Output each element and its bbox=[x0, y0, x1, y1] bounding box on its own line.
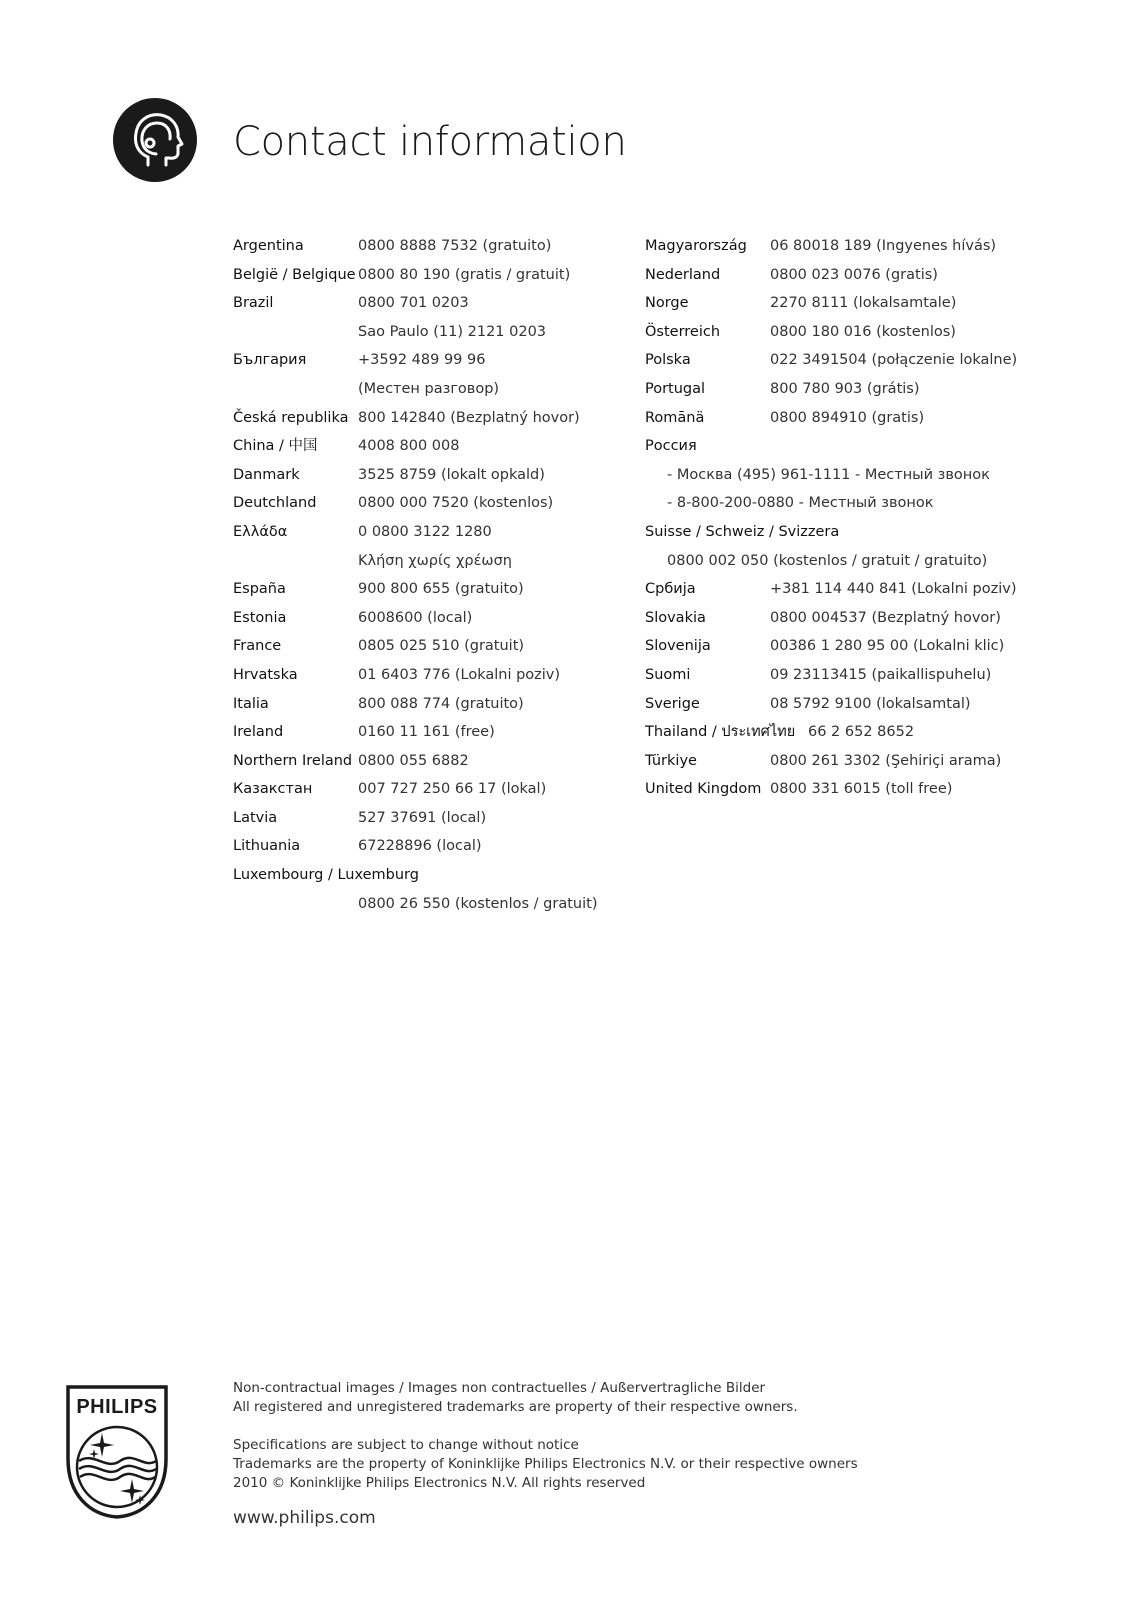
contact-row bbox=[645, 375, 1025, 404]
legal-line: Trademarks are the property of Koninklijke Philips Electronics N.V. or their respective owners bbox=[233, 1456, 858, 1472]
country-name: Ελλάδα bbox=[233, 523, 288, 540]
philips-logo-text: PHILIPS bbox=[76, 1396, 158, 1418]
contact-row bbox=[233, 346, 613, 375]
country-name: Sverige bbox=[645, 695, 700, 712]
contact-row bbox=[233, 604, 613, 633]
philips-shield-logo bbox=[64, 1383, 170, 1521]
country-name: France bbox=[233, 638, 282, 655]
contact-row bbox=[645, 747, 1025, 776]
country-name: Česká republika bbox=[233, 409, 349, 426]
phone-number: 0800 180 016 (kostenlos) bbox=[770, 323, 956, 340]
country-name: España bbox=[233, 581, 286, 598]
phone-number: 0800 701 0203 bbox=[358, 295, 469, 312]
legal-notice bbox=[233, 1379, 858, 1493]
contact-row bbox=[645, 718, 1025, 747]
phone-number: 01 6403 776 (Lokalni poziv) bbox=[358, 666, 561, 683]
contact-row bbox=[233, 747, 613, 776]
contact-row bbox=[233, 632, 613, 661]
contact-list-left bbox=[233, 232, 613, 918]
country-name: Slovenija bbox=[645, 638, 711, 655]
country-name: Россия bbox=[645, 438, 697, 455]
legal-line: Specifications are subject to change without notice bbox=[233, 1437, 579, 1453]
legal-line: 2010 © Koninklijke Philips Electronics N.V. All rights reserved bbox=[233, 1475, 646, 1491]
country-name: Deutchland bbox=[233, 495, 317, 512]
phone-number: (Местен разговор) bbox=[358, 380, 500, 397]
phone-number: 4008 800 008 bbox=[358, 438, 460, 455]
country-name: Polska bbox=[645, 352, 691, 369]
contact-row bbox=[645, 661, 1025, 690]
phone-number: 0800 055 6882 bbox=[358, 752, 469, 769]
country-name: Slovakia bbox=[645, 609, 706, 626]
contact-row bbox=[233, 661, 613, 690]
phone-number: 800 088 774 (gratuito) bbox=[358, 695, 524, 712]
contact-row bbox=[645, 518, 1025, 547]
country-name: United Kingdom bbox=[645, 781, 762, 798]
country-name: Romānä bbox=[645, 409, 705, 426]
contact-row bbox=[645, 232, 1025, 261]
country-name: Magyarország bbox=[645, 238, 747, 254]
phone-number: 0800 023 0076 (gratis) bbox=[770, 266, 938, 283]
contact-row bbox=[645, 547, 1025, 576]
contact-row bbox=[233, 804, 613, 833]
contact-row bbox=[645, 404, 1025, 433]
country-name: Nederland bbox=[645, 266, 721, 283]
phone-number: 0800 000 7520 (kostenlos) bbox=[358, 495, 554, 512]
phone-number: 00386 1 280 95 00 (Lokalni klic) bbox=[770, 638, 1005, 655]
phone-number: 0800 8888 7532 (gratuito) bbox=[358, 238, 552, 254]
contact-row bbox=[645, 432, 1025, 461]
phone-number: 0 0800 3122 1280 bbox=[358, 523, 492, 540]
phone-number: Κλήση χωρίς χρέωση bbox=[358, 552, 512, 569]
country-name: Hrvatska bbox=[233, 666, 298, 683]
phone-number: 09 23113415 (paikallispuhelu) bbox=[770, 666, 992, 683]
contact-row bbox=[233, 375, 613, 404]
contact-row bbox=[645, 575, 1025, 604]
contact-row bbox=[233, 547, 613, 576]
page-title: Contact information bbox=[233, 119, 627, 165]
contact-row bbox=[233, 489, 613, 518]
contact-row bbox=[233, 861, 613, 890]
country-name: Thailand / ประเทศไทย bbox=[645, 724, 796, 741]
country-name: Türkiye bbox=[645, 752, 697, 769]
contact-row bbox=[645, 489, 1025, 518]
contact-row bbox=[233, 432, 613, 461]
contact-row bbox=[233, 318, 613, 347]
contact-row bbox=[233, 775, 613, 804]
phone-number: 06 80018 189 (Ingyenes hívás) bbox=[770, 238, 997, 254]
phone-number: 08 5792 9100 (lokalsamtal) bbox=[770, 695, 971, 712]
country-name: Estonia bbox=[233, 609, 287, 626]
country-name: België / Belgique bbox=[233, 266, 356, 283]
country-name: Казакстан bbox=[233, 781, 313, 798]
country-name: Suomi bbox=[645, 666, 691, 683]
country-name: Latvia bbox=[233, 809, 278, 826]
phone-number: 0800 80 190 (gratis / gratuit) bbox=[358, 266, 571, 283]
phone-number: +3592 489 99 96 bbox=[358, 352, 486, 369]
contact-row bbox=[645, 346, 1025, 375]
contact-row bbox=[645, 318, 1025, 347]
country-name: България bbox=[233, 352, 307, 369]
customer-support-headset-icon bbox=[112, 97, 198, 183]
phone-number: 0160 11 161 (free) bbox=[358, 724, 495, 741]
contact-row bbox=[233, 518, 613, 547]
legal-line: All registered and unregistered trademarks are property of their respective owners. bbox=[233, 1399, 798, 1415]
contact-row bbox=[233, 232, 613, 261]
phone-number: 0800 002 050 (kostenlos / gratuit / gratuito) bbox=[667, 552, 988, 569]
country-name: Norge bbox=[645, 295, 689, 312]
contact-row bbox=[233, 404, 613, 433]
contact-row bbox=[645, 461, 1025, 490]
contact-row bbox=[645, 775, 1025, 804]
phone-number: 0805 025 510 (gratuit) bbox=[358, 638, 525, 655]
phone-number: - 8-800-200-0880 - Местный звонок bbox=[667, 495, 934, 512]
phone-number: 3525 8759 (lokalt opkald) bbox=[358, 466, 545, 483]
contact-row bbox=[233, 718, 613, 747]
phone-number: 900 800 655 (gratuito) bbox=[358, 581, 524, 598]
country-name: Ireland bbox=[233, 724, 284, 741]
phone-number: 0800 261 3302 (Şehiriçi arama) bbox=[770, 752, 1002, 769]
contact-row bbox=[645, 261, 1025, 290]
country-name: Italia bbox=[233, 695, 269, 712]
phone-number: 800 780 903 (grátis) bbox=[770, 380, 920, 397]
phone-number: 007 727 250 66 17 (lokal) bbox=[358, 781, 547, 798]
country-name: China / 中国 bbox=[233, 438, 318, 455]
phone-number: 800 142840 (Bezplatný hovor) bbox=[358, 409, 580, 426]
phone-number: 0800 004537 (Bezplatný hovor) bbox=[770, 609, 1001, 626]
phone-number: Sao Paulo (11) 2121 0203 bbox=[358, 323, 547, 340]
website-link[interactable]: www.philips.com bbox=[233, 1508, 376, 1528]
country-name: Northern Ireland bbox=[233, 752, 353, 769]
country-name: Suisse / Schweiz / Svizzera bbox=[645, 523, 840, 540]
phone-number: 67228896 (local) bbox=[358, 838, 482, 855]
country-name: Србија bbox=[645, 581, 696, 598]
country-name: Portugal bbox=[645, 380, 706, 397]
phone-number: 0800 894910 (gratis) bbox=[770, 409, 925, 426]
country-name: Argentina bbox=[233, 238, 304, 254]
phone-number: 022 3491504 (połączenie lokalne) bbox=[770, 352, 1018, 369]
contact-row bbox=[645, 632, 1025, 661]
country-name: Danmark bbox=[233, 466, 300, 483]
contact-row bbox=[645, 289, 1025, 318]
contact-row bbox=[233, 461, 613, 490]
contact-row bbox=[233, 690, 613, 719]
contact-row bbox=[233, 575, 613, 604]
phone-number: - Москва (495) 961-1111 - Местный звонок bbox=[667, 466, 990, 483]
country-name: Luxembourg / Luxemburg bbox=[233, 867, 419, 884]
phone-number: 66 2 652 8652 bbox=[808, 724, 915, 741]
country-name: Österreich bbox=[645, 323, 721, 340]
phone-number: 527 37691 (local) bbox=[358, 809, 487, 826]
phone-number: +381 114 440 841 (Lokalni poziv) bbox=[770, 581, 1017, 598]
contact-row bbox=[233, 890, 613, 919]
phone-number: 2270 8111 (lokalsamtale) bbox=[770, 295, 957, 312]
contact-row bbox=[233, 261, 613, 290]
country-name: Brazil bbox=[233, 295, 274, 312]
phone-number: 6008600 (local) bbox=[358, 609, 473, 626]
contact-row bbox=[645, 690, 1025, 719]
contact-list-right bbox=[645, 232, 1025, 804]
country-name: Lithuania bbox=[233, 838, 301, 855]
contact-row bbox=[233, 289, 613, 318]
contact-row bbox=[645, 604, 1025, 633]
contact-row bbox=[233, 832, 613, 861]
phone-number: 0800 331 6015 (toll free) bbox=[770, 781, 953, 798]
legal-line: Non-contractual images / Images non contractuelles / Außervertragliche Bilder bbox=[233, 1380, 766, 1396]
phone-number: 0800 26 550 (kostenlos / gratuit) bbox=[358, 895, 598, 912]
